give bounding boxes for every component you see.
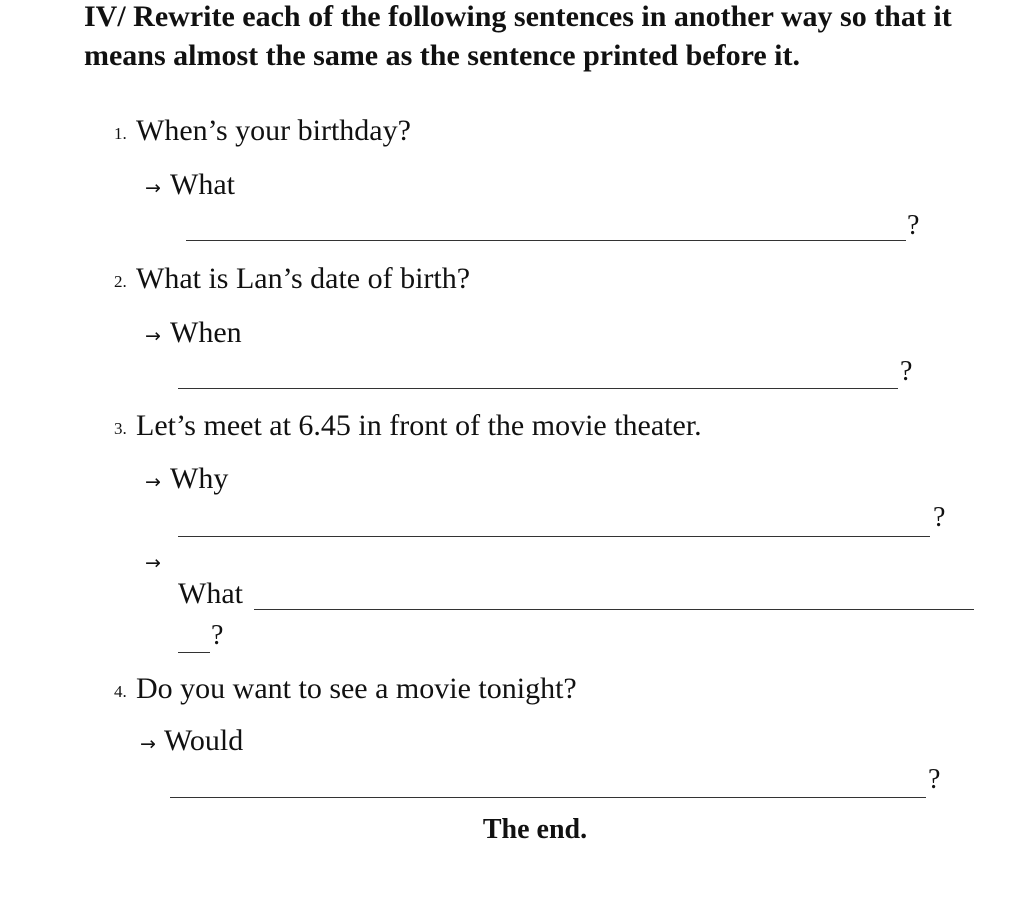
item-number: 1. [114,124,127,143]
answer-blank-line[interactable] [254,609,974,610]
answer-blank-line[interactable] [178,536,930,537]
answer-blank-line[interactable] [178,388,898,389]
arrow-icon: → [140,733,156,755]
arrow-icon: → [145,177,161,199]
answer-lead-word: What [178,577,243,610]
item-number: 2. [114,272,127,291]
answer-blank-line[interactable] [170,797,926,798]
arrow-icon: → [145,325,161,347]
question-mark: ? [933,502,946,533]
answer-lead-word: What [170,168,235,201]
the-end-footer: The end. [482,814,588,845]
item-sentence: Let’s meet at 6.45 in front of the movie theater. [136,409,702,442]
answer-lead-word: Why [170,462,229,495]
item-number: 3. [114,419,127,438]
exercise-heading: IV/ Rewrite each of the following sentences in another way so that it means almost the same as the sentence printed before it. [84,0,952,72]
answer-blank-line[interactable] [186,240,906,241]
question-mark: ? [928,764,941,795]
arrow-icon: → [145,552,161,574]
answer-blank-line-end[interactable] [178,652,210,653]
item-sentence: What is Lan’s date of birth? [136,262,471,295]
item-sentence: Do you want to see a movie tonight? [136,672,577,705]
answer-lead-word: When [170,316,242,349]
question-mark: ? [211,620,224,651]
answer-lead-word: Would [164,724,244,757]
question-mark: ? [900,356,913,387]
arrow-icon: → [145,471,161,493]
item-sentence: When’s your birthday? [136,114,411,147]
item-number: 4. [114,682,127,701]
question-mark: ? [907,210,920,241]
